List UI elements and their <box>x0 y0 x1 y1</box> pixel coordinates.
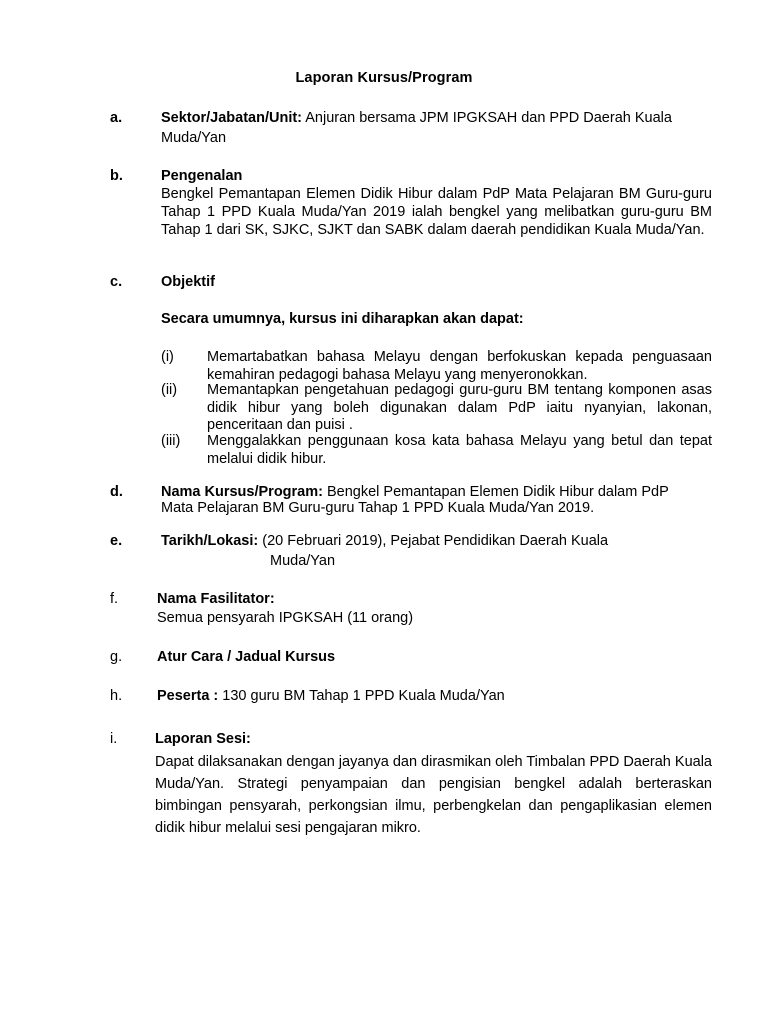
section-a-letter: a. <box>110 110 123 126</box>
objective-number: (iii) <box>161 433 181 449</box>
section-h-label: Peserta : <box>157 688 219 704</box>
section-i-label: Laporan Sesi: <box>155 731 251 747</box>
objective-text: Memantapkan pengetahuan pedagogi guru-guru BM tentang komponen asas didik hibur yang boleh digunakan dalam PdP iaitu nyanyian, lakonan, penceritaan dan puisi . <box>207 382 712 433</box>
objective-text: Memartabatkan bahasa Melayu dengan berfokuskan kepada penguasaan kemahiran pedagogi bahasa Melayu yang menyeronokkan. <box>207 349 712 383</box>
section-d-letter: d. <box>110 484 123 500</box>
objective-number: (ii) <box>161 382 178 398</box>
section-d <box>161 484 721 500</box>
section-e-value-cont: Muda/Yan <box>270 553 336 569</box>
section-a-label: Sektor/Jabatan/Unit: <box>161 110 302 126</box>
section-a <box>161 110 721 126</box>
section-e-letter: e. <box>110 533 123 549</box>
section-g-letter: g. <box>110 649 123 665</box>
section-i-letter: i. <box>110 731 118 747</box>
section-d-label: Nama Kursus/Program: <box>161 484 323 500</box>
section-d-value-cont: Mata Pelajaran BM Guru-guru Tahap 1 PPD Kuala Muda/Yan 2019. <box>161 500 595 516</box>
section-f-letter: f. <box>110 591 119 607</box>
section-c-intro: Secara umumnya, kursus ini diharapkan akan dapat: <box>161 311 524 327</box>
section-h-value: 130 guru BM Tahap 1 PPD Kuala Muda/Yan <box>222 688 505 704</box>
section-g-label: Atur Cara / Jadual Kursus <box>157 649 336 665</box>
section-e-label: Tarikh/Lokasi: <box>161 533 259 549</box>
section-d-value: Bengkel Pemantapan Elemen Didik Hibur dalam PdP <box>327 484 669 500</box>
objective-number: (i) <box>161 349 174 365</box>
section-b-body: Bengkel Pemantapan Elemen Didik Hibur dalam PdP Mata Pelajaran BM Guru-guru Tahap 1 PPD Kuala Muda/Yan 2019 ialah bengkel yang melibatkan guru-guru BM Tahap 1 dari SK, SJKC, SJKT dan SABK dalam daerah pendidikan Kuala Muda/Yan. <box>161 186 712 238</box>
document-title: Laporan Kursus/Program <box>295 70 473 86</box>
section-c-letter: c. <box>110 274 123 290</box>
section-h <box>157 688 717 704</box>
section-b-letter: b. <box>110 168 123 184</box>
section-e-value: (20 Februari 2019), Pejabat Pendidikan Daerah Kuala <box>262 533 609 549</box>
section-a-value: Anjuran bersama JPM IPGKSAH dan PPD Daerah Kuala <box>305 110 672 126</box>
section-a-value-cont: Muda/Yan <box>161 130 227 146</box>
section-b-label: Pengenalan <box>161 168 243 184</box>
section-e <box>161 533 721 549</box>
section-h-letter: h. <box>110 688 123 704</box>
section-i-body: Dapat dilaksanakan dengan jayanya dan dirasmikan oleh Timbalan PPD Daerah Kuala Muda/Yan. Strategi penyampaian dan pengisian bengkel adalah berteraskan bimbingan pensyarah, perkongsian ilmu, perbengkelan dan pengaplikasian elemen didik hibur melalui sesi pengajaran mikro. <box>155 754 712 836</box>
section-f-value: Semua pensyarah IPGKSAH (11 orang) <box>157 610 414 626</box>
section-c-label: Objektif <box>161 274 215 290</box>
section-f-label: Nama Fasilitator: <box>157 591 275 607</box>
objective-text: Menggalakkan penggunaan kosa kata bahasa Melayu yang betul dan tepat melalui didik hibur. <box>207 433 712 467</box>
